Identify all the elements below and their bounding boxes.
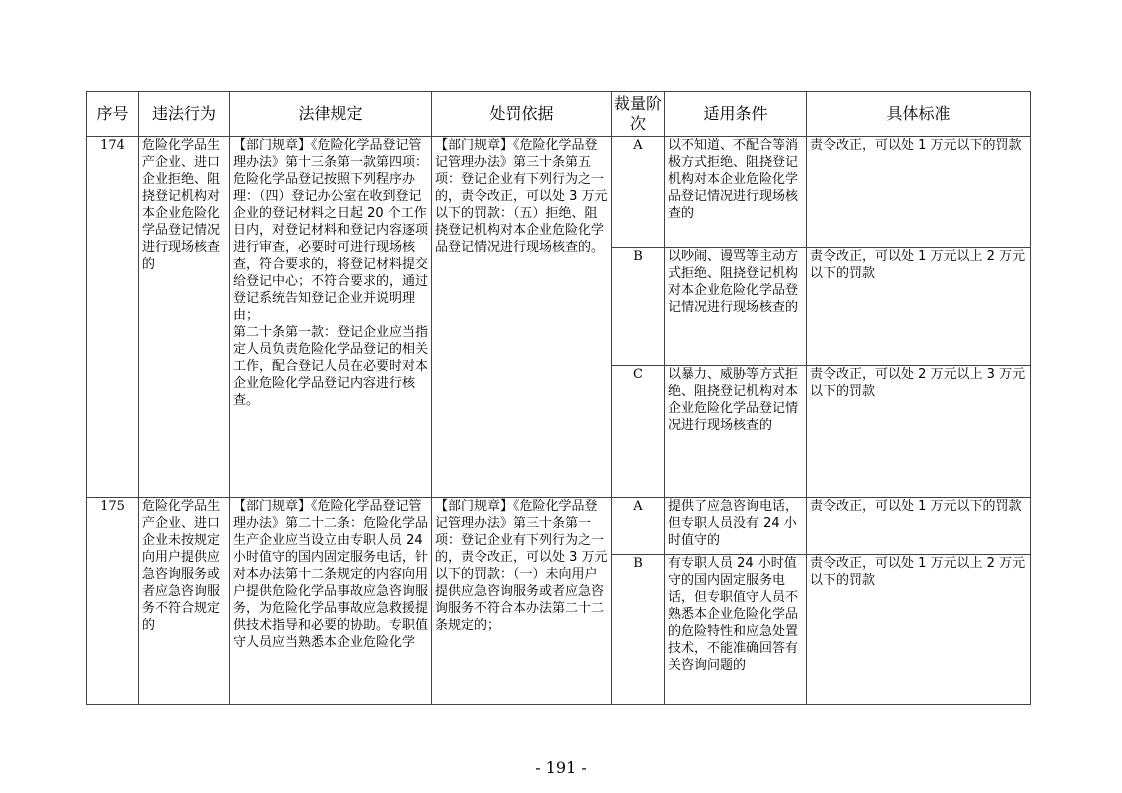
standard-cell: 责令改正，可以处 2 万元以上 3 万元以下的罚款 bbox=[807, 366, 1031, 498]
page-number: - 191 - bbox=[535, 758, 587, 777]
law-text: 【部门规章】《危险化学品登记管理办法》第二十二条：危险化学品生产企业应当设立由专职人员 24 小时值守的国内固定服务电话，针对本办法第十二条规定的内容向用户提供危险化学品事故应急咨询服务，为危险化学品事故应急救援提供技术指导和必要的协助。专职值守人员应当熟悉本企业危险化学 bbox=[230, 498, 432, 705]
header-condition: 适用条件 bbox=[665, 92, 807, 137]
law-paragraph: 【部门规章】《危险化学品登记管理办法》第十三条第一款第四项：危险化学品登记按照下列程序办理：（四）登记办公室在收到登记企业的登记材料之日起 20 个工作日内，对登记材料和登记内容逐项进行审查，必要时可进行现场核查，符合要求的，将登记材料提交给登记中心；不符合要求的，通过登记系统告知登记企业并说明理由； bbox=[233, 138, 429, 323]
table-row bbox=[87, 137, 1031, 248]
standard-cell: 责令改正，可以处 1 万元以上 2 万元以下的罚款 bbox=[807, 248, 1031, 366]
condition-cell: 提供了应急咨询电话，但专职人员没有 24 小时值守的 bbox=[665, 498, 807, 555]
violation-text: 危险化学品生产企业、进口企业未按规定向用户提供应急咨询服务或者应急咨询服务不符合规定的 bbox=[139, 498, 230, 705]
violation-text: 危险化学品生产企业、进口企业拒绝、阻挠登记机构对本企业危险化学品登记情况进行现场核查的 bbox=[139, 137, 230, 498]
header-standard: 具体标准 bbox=[807, 92, 1031, 137]
penalty-basis-text: 【部门规章】《危险化学品登记管理办法》第三十条第五项：登记企业有下列行为之一的，责令改正，可以处 3 万元以下的罚款：（五）拒绝、阻挠登记机构对本企业危险化学品登记情况进行现场核查的。 bbox=[432, 137, 612, 498]
penalty-discretion-table bbox=[86, 91, 1031, 705]
law-text bbox=[230, 137, 432, 498]
table-row bbox=[87, 498, 1031, 555]
level-cell: B bbox=[612, 555, 665, 705]
row-number: 175 bbox=[87, 498, 139, 705]
table-header-row bbox=[87, 92, 1031, 137]
condition-cell: 以不知道、不配合等消极方式拒绝、阻挠登记机构对本企业危险化学品登记情况进行现场核查的 bbox=[665, 137, 807, 248]
condition-cell: 以吵闹、谩骂等主动方式拒绝、阻挠登记机构对本企业危险化学品登记情况进行现场核查的 bbox=[665, 248, 807, 366]
row-number: 174 bbox=[87, 137, 139, 498]
standard-cell: 责令改正，可以处 1 万元以下的罚款 bbox=[807, 137, 1031, 248]
header-level: 裁量阶次 bbox=[612, 92, 665, 137]
level-cell: A bbox=[612, 498, 665, 555]
header-law: 法律规定 bbox=[230, 92, 432, 137]
condition-cell: 有专职人员 24 小时值守的国内固定服务电话，但专职值守人员不熟悉本企业危险化学品的危险特性和应急处置技术，不能准确回答有关咨询问题的 bbox=[665, 555, 807, 705]
penalty-basis-text: 【部门规章】《危险化学品登记管理办法》第三十条第一项：登记企业有下列行为之一的，责令改正，可以处 3 万元以下的罚款：（一）未向用户提供应急咨询服务或者应急咨询服务不符合本办法第二十二条规定的； bbox=[432, 498, 612, 705]
standard-cell: 责令改正，可以处 1 万元以下的罚款 bbox=[807, 498, 1031, 555]
level-cell: A bbox=[612, 137, 665, 248]
header-violation: 违法行为 bbox=[139, 92, 230, 137]
condition-cell: 以暴力、威胁等方式拒绝、阻挠登记机构对本企业危险化学品登记情况进行现场核查的 bbox=[665, 366, 807, 498]
header-penalty-basis: 处罚依据 bbox=[432, 92, 612, 137]
header-no: 序号 bbox=[87, 92, 139, 137]
level-cell: B bbox=[612, 248, 665, 366]
law-paragraph: 第二十条第一款：登记企业应当指定人员负责危险化学品登记的相关工作，配合登记人员在必要时对本企业危险化学品登记内容进行核查。 bbox=[233, 325, 429, 408]
level-cell: C bbox=[612, 366, 665, 498]
standard-cell: 责令改正，可以处 1 万元以上 2 万元以下的罚款 bbox=[807, 555, 1031, 705]
